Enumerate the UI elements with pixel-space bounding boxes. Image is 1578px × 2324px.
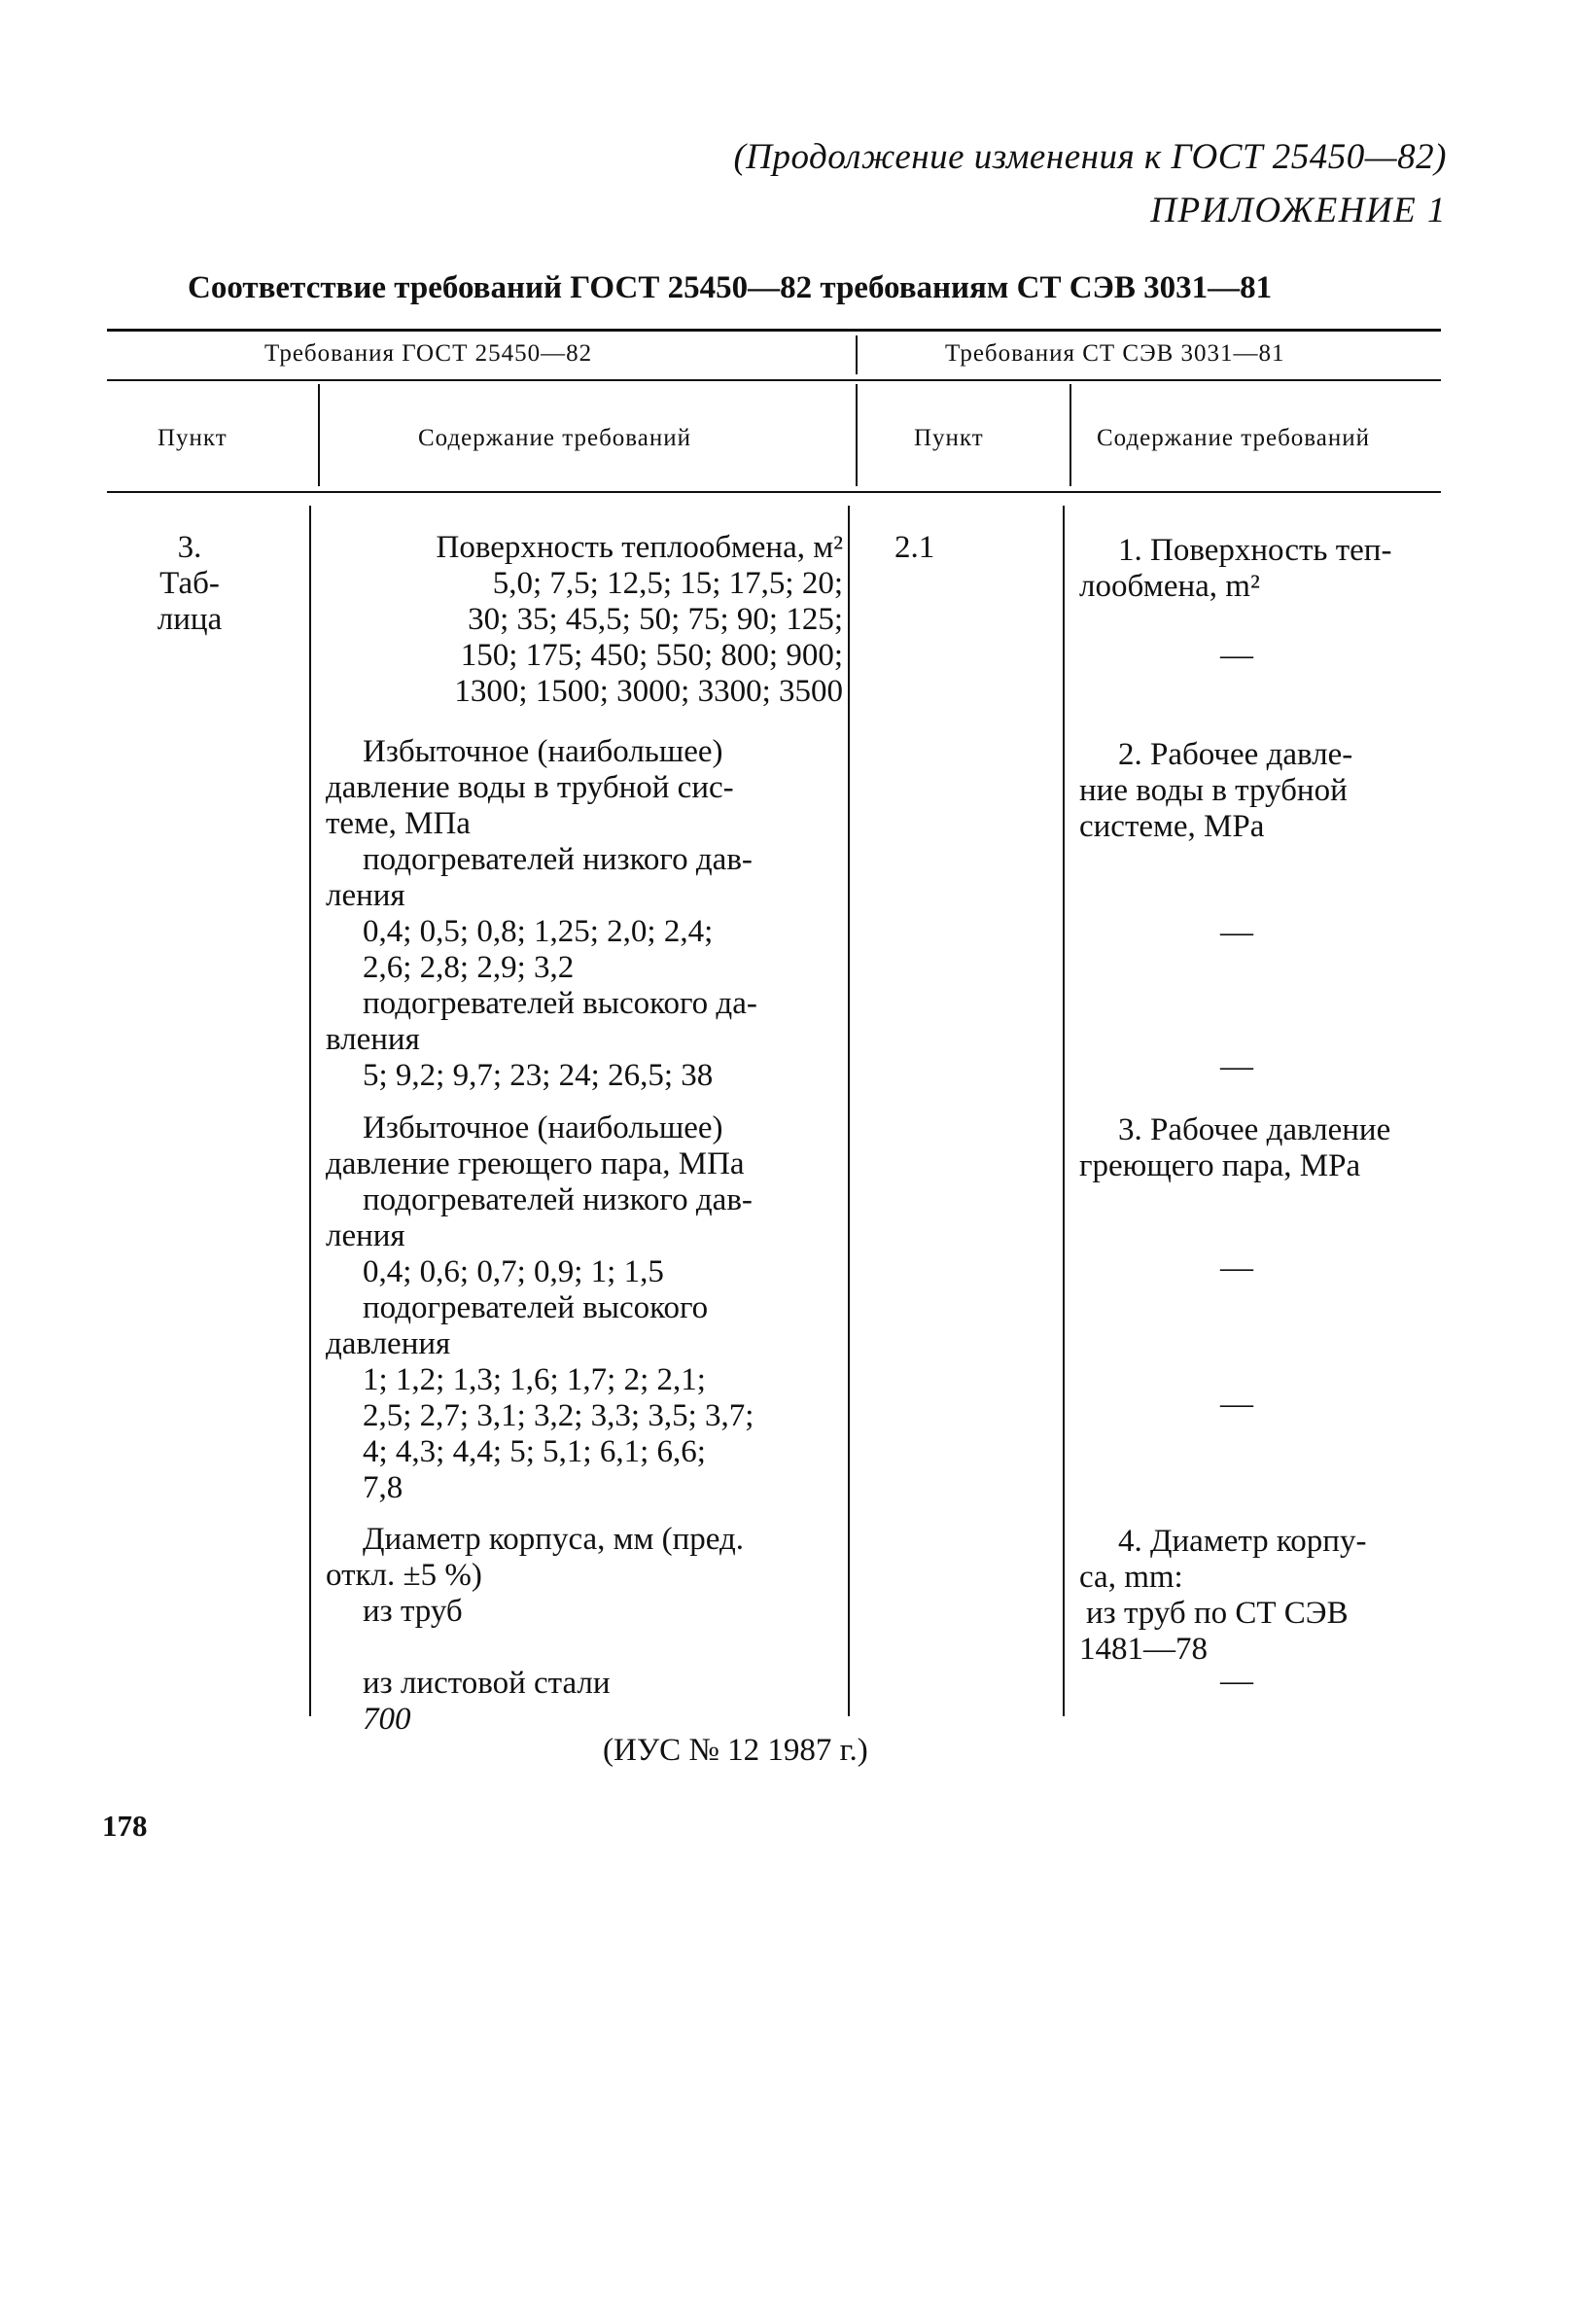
body-divider-3: [1063, 506, 1065, 1716]
table-top-rule: [107, 329, 1441, 332]
page-title: Соответствие требований ГОСТ 25450—82 требованиям СТ СЭВ 3031—81: [188, 270, 1273, 305]
dash-water-low: —: [1220, 914, 1253, 950]
group-header-st-sev: Требования СТ СЭВ 3031—81: [945, 340, 1285, 367]
left-block-water-pressure: Избыточное (наибольшее) давление воды в трубной сис- теме, МПа подогревателей низкого дав- ления 0,4; 0,5; 0,8; 1,25; 2,0; 2,4; 2,6; 2,8; 2,9; 3,2 подогревателей высокого да- вления 5; 9,2; 9,7; 23; 24; 26,5; 38: [326, 734, 757, 1093]
right-punkt: 2.1: [894, 530, 935, 565]
appendix-label: ПРИЛОЖЕНИЕ 1: [1150, 191, 1447, 230]
right-block-diameter: 4. Диаметр корпу- са, mm: из труб по СТ СЭВ 1481—78: [1079, 1524, 1367, 1667]
group-divider: [856, 335, 858, 374]
column-header-rule: [107, 491, 1441, 493]
col-header-content-left: Содержание требований: [418, 425, 691, 451]
right-block-water-pressure: 2. Рабочее давле- ние воды в трубной системе, MPa: [1079, 737, 1353, 844]
left-block-surface: Поверхность теплообмена, м² 5,0; 7,5; 12,5; 15; 17,5; 20; 30; 35; 45,5; 50; 75; 90; 125; 150; 175; 450; 550; 800; 900; 1300; 1500; 3000; 3300; 3500: [436, 530, 843, 709]
col-header-punkt-left: Пункт: [158, 425, 228, 451]
right-block-surface: 1. Поверхность теп- лообмена, m²: [1079, 533, 1392, 604]
left-block-diameter: Диаметр корпуса, мм (пред. откл. ±5 %) из труб из листовой стали 700: [326, 1522, 745, 1737]
column-divider-3: [1070, 384, 1071, 486]
body-divider-1: [309, 506, 311, 1716]
page-number: 178: [102, 1809, 148, 1843]
left-block-steam-pressure: Избыточное (наибольшее) давление греющего пара, МПа подогревателей низкого дав- ления 0,4; 0,6; 0,7; 0,9; 1; 1,5 подогревателей высокого давления 1; 1,2; 1,3; 1,6; 1,7; 2; 2,1; 2,5; 2,7; 3,1; 3,2; 3,3; 3,5; 3,7; 4; 4,3; 4,4; 5; 5,1; 6,1; 6,6; 7,8: [326, 1110, 754, 1505]
right-block-steam-pressure: 3. Рабочее давление греющего пара, MPa: [1079, 1112, 1391, 1183]
dash-water-high: —: [1220, 1048, 1253, 1084]
body-divider-2: [848, 506, 850, 1716]
left-punkt: 3. Таб- лица: [157, 530, 223, 637]
dash-surface: —: [1220, 637, 1253, 673]
dash-diameter: —: [1220, 1663, 1253, 1699]
dash-steam-high: —: [1220, 1386, 1253, 1422]
group-header-gost: Требования ГОСТ 25450—82: [264, 340, 593, 367]
continuation-note: (Продолжение изменения к ГОСТ 25450—82): [733, 137, 1447, 177]
group-header-rule: [107, 379, 1441, 381]
column-divider-2: [856, 384, 858, 486]
col-header-punkt-right: Пункт: [914, 425, 984, 451]
col-header-content-right: Содержание требований: [1097, 425, 1370, 451]
column-divider-1: [318, 384, 320, 486]
source-note: (ИУС № 12 1987 г.): [603, 1733, 868, 1768]
dash-steam-low: —: [1220, 1250, 1253, 1285]
